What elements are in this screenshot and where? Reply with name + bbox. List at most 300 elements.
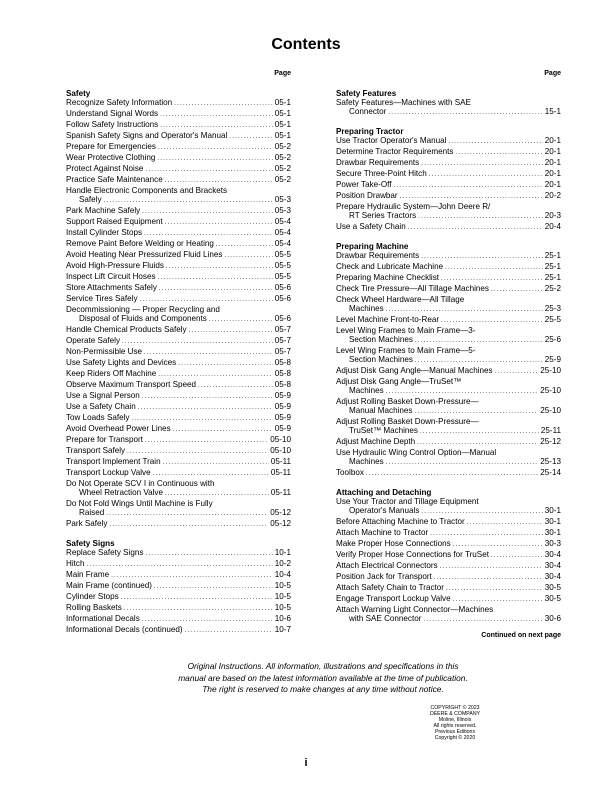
toc-entry[interactable] [336, 517, 561, 528]
toc-entry[interactable] [66, 261, 291, 272]
dot-leader [145, 435, 268, 446]
toc-entry-title: Install Cylinder Stops [66, 228, 143, 237]
dot-leader [423, 614, 542, 625]
dot-leader [366, 468, 538, 479]
toc-entry-page: 05-1 [274, 98, 291, 107]
toc-entry-page: 20-1 [544, 158, 561, 167]
dot-leader [434, 572, 543, 583]
toc-entry-title: Manual Machines [349, 406, 413, 415]
toc-entry-list [336, 251, 561, 479]
dot-leader [142, 391, 273, 402]
toc-entry-title: Follow Safety Instructions [66, 120, 159, 129]
dot-leader [173, 424, 273, 435]
dot-leader [166, 261, 273, 272]
toc-entry-page: 05-1 [274, 120, 291, 129]
toc-entry[interactable] [66, 283, 291, 294]
toc-entry-title: Check Wheel Hardware—All Tillage [336, 295, 465, 304]
dot-leader [400, 191, 543, 202]
toc-entry-title: Avoid Heating Near Pressurized Fluid Lines [66, 250, 223, 259]
copyright-block [380, 705, 530, 742]
toc-entry[interactable] [336, 191, 561, 202]
dot-leader [467, 517, 543, 528]
toc-entry[interactable] [336, 572, 561, 583]
toc-entry[interactable] [336, 426, 561, 437]
toc-entry-page: 05-5 [274, 272, 291, 281]
toc-entry[interactable] [336, 561, 561, 572]
toc-left-sections [66, 89, 291, 636]
toc-entry-title: RT Series Tractors [349, 211, 417, 220]
toc-entry-page: 30-6 [544, 614, 561, 623]
toc-entry-page: 05-7 [274, 347, 291, 356]
toc-entry-title: Use a Safety Chain [336, 222, 406, 231]
toc-entry-page: 20-1 [544, 180, 561, 189]
dot-leader [441, 273, 543, 284]
toc-entry[interactable] [336, 497, 561, 506]
dot-leader [165, 217, 273, 228]
dot-leader [440, 561, 543, 572]
toc-entry[interactable] [336, 262, 561, 273]
toc-entry-page: 05-10 [270, 435, 291, 444]
toc-entry[interactable] [336, 202, 561, 211]
toc-entry-page: 30-1 [544, 506, 561, 515]
toc-entry[interactable] [66, 446, 291, 457]
dot-leader [140, 294, 273, 305]
dot-leader [448, 136, 542, 147]
toc-entry[interactable] [336, 539, 561, 550]
toc-entry[interactable] [66, 391, 291, 402]
toc-entry-title: Operator's Manuals [349, 506, 420, 515]
toc-entry-title: Secure Three-Point Hitch [336, 169, 427, 178]
toc-entry-title: Verify Proper Hose Connections for TruSet [336, 550, 489, 559]
dot-leader [142, 614, 273, 625]
toc-entry[interactable] [336, 107, 561, 118]
toc-entry-title: Level Wing Frames to Main Frame—5- [336, 346, 476, 355]
toc-entry[interactable] [66, 325, 291, 336]
toc-entry-title: Support Raised Equipment [66, 217, 163, 226]
toc-entry-title: Transport Lockup Valve [66, 468, 151, 477]
toc-entry-page: 05-11 [270, 457, 291, 466]
dot-leader [417, 437, 538, 448]
toc-entry[interactable] [66, 120, 291, 131]
toc-entry-page: 05-3 [274, 195, 291, 204]
toc-entry[interactable] [336, 346, 561, 355]
page-title: Contents [271, 36, 341, 53]
section-heading: Safety Features [336, 89, 397, 98]
copyright-line: DEERE & COMPANY [429, 711, 481, 718]
toc-entry-page: 25-1 [544, 262, 561, 271]
toc-entry-page: 05-1 [274, 131, 291, 140]
toc-entry-title: Keep Riders Off Machine [66, 369, 157, 378]
toc-entry[interactable] [336, 147, 561, 158]
toc-entry-page: 05-10 [270, 446, 291, 455]
toc-entry[interactable] [336, 169, 561, 180]
toc-entry-title: Section Machines [349, 355, 413, 364]
toc-entry-list [66, 548, 291, 636]
toc-entry-title: Informational Decals (continued) [66, 625, 183, 634]
toc-entry-page: 15-1 [544, 107, 561, 116]
toc-entry[interactable] [336, 295, 561, 304]
copyright-line: Previous Editions [434, 729, 476, 736]
toc-entry[interactable] [336, 417, 561, 426]
toc-entry-title: with SAE Connector [349, 614, 422, 623]
dot-leader [145, 548, 272, 559]
toc-entry[interactable] [66, 228, 291, 239]
toc-entry[interactable] [66, 98, 291, 109]
toc-entry[interactable] [66, 468, 291, 479]
dot-leader [144, 228, 273, 239]
toc-entry-title: Main Frame [66, 570, 110, 579]
toc-entry-title: Safely [79, 195, 102, 204]
dot-leader [145, 164, 272, 175]
toc-entry-page: 25-10 [540, 386, 561, 395]
toc-entry-page: 20-2 [544, 191, 561, 200]
toc-entry-title: Drawbar Requirements [336, 251, 420, 260]
toc-entry-page: 05-3 [274, 206, 291, 215]
toc-entry-page: 05-9 [274, 391, 291, 400]
toc-entry-title: Level Machine Front-to-Rear [336, 315, 440, 324]
toc-entry[interactable] [66, 336, 291, 347]
toc-entry-title: Before Attaching Machine to Tractor [336, 517, 465, 526]
toc-entry[interactable] [66, 206, 291, 217]
toc-entry[interactable] [66, 519, 291, 530]
dot-leader [491, 284, 543, 295]
toc-entry-page: 05-5 [274, 261, 291, 270]
footer-line: Original Instructions. All information, illustrations and specifications in this [187, 661, 459, 671]
toc-entry[interactable] [336, 180, 561, 191]
toc-entry-page: 25-12 [540, 437, 561, 446]
toc-entry-title: Determine Tractor Requirements [336, 147, 454, 156]
toc-entry-page: 05-8 [274, 380, 291, 389]
toc-entry[interactable] [66, 153, 291, 164]
toc-entry[interactable] [336, 614, 561, 625]
toc-entry[interactable] [66, 358, 291, 369]
toc-entry[interactable] [336, 386, 561, 397]
section-heading: Safety [66, 89, 91, 98]
toc-entry-page: 05-4 [274, 217, 291, 226]
toc-entry-page: 30-3 [544, 539, 561, 548]
toc-entry-title: Make Proper Hose Connections [336, 539, 451, 548]
toc-entry-page: 05-5 [274, 250, 291, 259]
toc-entry-title: Power Take-Off [336, 180, 392, 189]
toc-entry[interactable] [336, 605, 561, 614]
toc-entry-title: Protect Against Noise [66, 164, 144, 173]
toc-entry-title: Non-Permissible Use [66, 347, 143, 356]
toc-entry-title: Toolbox [336, 468, 364, 477]
toc-entry-page: 05-2 [274, 142, 291, 151]
toc-entry[interactable] [336, 594, 561, 605]
toc-entry-title: Level Wing Frames to Main Frame—3- [336, 326, 476, 335]
toc-entry[interactable] [336, 273, 561, 284]
dot-leader [386, 457, 539, 468]
toc-entry[interactable] [66, 272, 291, 283]
page-column-header: Page [544, 70, 561, 77]
toc-entry-title: Prepare for Transport [66, 435, 143, 444]
dot-leader [421, 506, 542, 517]
continued-note: Continued on next page [481, 632, 561, 639]
toc-entry-title: Safety Features—Machines with SAE [336, 98, 471, 107]
toc-entry-title: Understand Signal Words [66, 109, 159, 118]
toc-entry-title: Check Tire Pressure—All Tillage Machines [336, 284, 489, 293]
toc-entry-title: Handle Chemical Products Safely [66, 325, 187, 334]
toc-entry[interactable] [66, 164, 291, 175]
toc-entry-title: Do Not Fold Wings Until Machine is Fully [66, 499, 213, 508]
toc-entry-page: 05-8 [274, 358, 291, 367]
dot-leader [189, 325, 273, 336]
toc-entry[interactable] [66, 305, 291, 314]
toc-entry-title: Position Drawbar [336, 191, 398, 200]
toc-entry[interactable] [336, 326, 561, 335]
toc-entry-page: 10-7 [274, 625, 291, 634]
toc-entry-title: Engage Transport Lockup Valve [336, 594, 451, 603]
dot-leader [224, 250, 272, 261]
toc-entry-page: 05-11 [270, 468, 291, 477]
toc-entry-title: Check and Lubricate Machine [336, 262, 444, 271]
toc-entry-title: Tow Loads Safely [66, 413, 130, 422]
toc-entry-page: 05-4 [274, 239, 291, 248]
toc-entry[interactable] [66, 413, 291, 424]
section-heading: Safety Signs [66, 539, 115, 548]
dot-leader [163, 457, 269, 468]
toc-entry[interactable] [66, 142, 291, 153]
toc-entry[interactable] [66, 424, 291, 435]
toc-entry-title: Avoid High-Pressure Fluids [66, 261, 164, 270]
toc-entry-page: 25-5 [544, 315, 561, 324]
toc-entry-title: Avoid Overhead Power Lines [66, 424, 171, 433]
toc-entry-page: 25-1 [544, 273, 561, 282]
toc-entry-title: Attach Warning Light Connector—Machines [336, 605, 494, 614]
toc-entry-page: 30-5 [544, 583, 561, 592]
toc-entry[interactable] [66, 570, 291, 581]
toc-entry[interactable] [336, 251, 561, 262]
toc-entry[interactable] [66, 435, 291, 446]
toc-entry-title: Machines [349, 457, 384, 466]
toc-entry-page: 25-11 [540, 426, 561, 435]
toc-entry-title: Use Tractor Operator's Manual [336, 136, 447, 145]
dot-leader [421, 158, 543, 169]
toc-entry[interactable] [66, 548, 291, 559]
toc-entry-title: Use Your Tractor and Tillage Equipment [336, 497, 479, 506]
toc-entry[interactable] [66, 239, 291, 250]
toc-entry-title: Remove Paint Before Welding or Heating [66, 239, 214, 248]
toc-entry-page: 05-8 [274, 369, 291, 378]
toc-entry[interactable] [66, 402, 291, 413]
toc-entry-title: Prepare for Emergencies [66, 142, 156, 151]
dot-leader [122, 336, 273, 347]
toc-entry-title: Wheel Retraction Valve [79, 488, 163, 497]
toc-entry-page: 10-2 [274, 559, 291, 568]
toc-entry-page: 10-5 [274, 592, 291, 601]
toc-entry-title: Do Not Operate SCV I in Continuous with [66, 479, 215, 488]
toc-entry[interactable] [336, 211, 561, 222]
toc-entry-title: Transport Implement Train [66, 457, 161, 466]
footer-line: manual are based on the latest information available at the time of publication. [178, 672, 468, 683]
toc-entry[interactable] [66, 614, 291, 625]
toc-entry-title: Use Hydraulic Wing Control Option—Manual [336, 448, 497, 457]
toc-entry[interactable] [336, 437, 561, 448]
toc-entry[interactable] [336, 136, 561, 147]
section-gap [66, 530, 291, 539]
dot-leader [104, 195, 273, 206]
page-column-header: Page [274, 70, 291, 77]
dot-leader [142, 206, 273, 217]
toc-entry[interactable] [336, 583, 561, 594]
toc-entry-page: 05-12 [270, 519, 291, 528]
toc-entry-list [336, 136, 561, 233]
toc-entry[interactable] [336, 222, 561, 233]
toc-entry-title: Practice Safe Maintenance [66, 175, 163, 184]
toc-entry-page: 05-2 [274, 164, 291, 173]
toc-entry-title: Operate Safely [66, 336, 120, 345]
toc-entry[interactable] [66, 250, 291, 261]
toc-entry-list [336, 98, 561, 118]
toc-entry[interactable] [336, 158, 561, 169]
toc-entry-page: 25-6 [544, 335, 561, 344]
toc-entry[interactable] [66, 109, 291, 120]
toc-left-column [66, 70, 291, 636]
toc-entry-title: Replace Safety Signs [66, 548, 144, 557]
toc-entry[interactable] [66, 488, 291, 499]
toc-entry-title: Decommissioning — Proper Recycling and [66, 305, 220, 314]
toc-entry[interactable] [66, 479, 291, 488]
toc-entry[interactable] [66, 380, 291, 391]
toc-entry[interactable] [336, 448, 561, 457]
copyright-line: Moline, Illinois [438, 717, 472, 724]
toc-right-sections [336, 89, 561, 625]
toc-entry[interactable] [336, 550, 561, 561]
section-gap [336, 479, 561, 488]
dot-leader [209, 314, 273, 325]
toc-entry[interactable] [66, 175, 291, 186]
toc-entry[interactable] [66, 186, 291, 195]
dot-leader [408, 222, 543, 233]
dot-leader [157, 153, 272, 164]
dot-leader [131, 413, 272, 424]
section-heading: Preparing Tractor [336, 127, 404, 136]
dot-leader [446, 583, 543, 594]
toc-entry-page: 25-1 [544, 251, 561, 260]
toc-entry-page: 20-4 [544, 222, 561, 231]
copyright-line: COPYRIGHT © 2023 [430, 705, 480, 711]
toc-entry[interactable] [336, 355, 561, 366]
dot-leader [388, 107, 542, 118]
toc-entry[interactable] [66, 603, 291, 614]
toc-entry-title: Machines [349, 386, 384, 395]
dot-leader [229, 131, 273, 142]
toc-entry[interactable] [66, 217, 291, 228]
toc-entry-page: 30-1 [544, 517, 561, 526]
dot-leader [216, 239, 273, 250]
dot-leader [495, 366, 539, 377]
toc-entry[interactable] [336, 335, 561, 346]
toc-entry[interactable] [66, 131, 291, 142]
toc-entry[interactable] [336, 98, 561, 107]
toc-entry[interactable] [336, 468, 561, 479]
dot-leader [453, 594, 543, 605]
toc-entry[interactable] [336, 377, 561, 386]
toc-entry[interactable] [66, 369, 291, 380]
toc-entry[interactable] [66, 314, 291, 325]
toc-entry-title: Attach Machine to Tractor [336, 528, 429, 537]
dot-leader [106, 508, 268, 519]
toc-entry-title: Service Tires Safely [66, 294, 138, 303]
toc-entry[interactable] [66, 625, 291, 636]
toc-entry[interactable] [66, 581, 291, 592]
toc-entry[interactable] [336, 406, 561, 417]
toc-entry-title: Handle Electronic Components and Brackets [66, 186, 228, 195]
dot-leader [144, 347, 273, 358]
dot-leader [178, 358, 273, 369]
toc-entry[interactable] [336, 304, 561, 315]
dot-leader [445, 262, 543, 273]
dot-leader [158, 142, 273, 153]
dot-leader [86, 559, 272, 570]
toc-entry[interactable] [66, 592, 291, 603]
toc-entry-page: 30-4 [544, 561, 561, 570]
toc-entry-page: 05-6 [274, 314, 291, 323]
toc-entry[interactable] [336, 528, 561, 539]
toc-entry-page: 25-14 [540, 468, 561, 477]
toc-entry-page: 05-1 [274, 109, 291, 118]
toc-entry-title: Adjust Rolling Basket Down-Pressure— [336, 397, 479, 406]
toc-entry-page: 10-6 [274, 614, 291, 623]
toc-entry-title: Attach Safety Chain to Tractor [336, 583, 444, 592]
toc-entry[interactable] [336, 284, 561, 295]
dot-leader [441, 315, 543, 326]
dot-leader [109, 519, 268, 530]
toc-entry-title: Informational Decals [66, 614, 140, 623]
toc-entry[interactable] [66, 347, 291, 358]
toc-entry-title: Position Jack for Transport [336, 572, 432, 581]
toc-entry-page: 05-12 [270, 508, 291, 517]
toc-entry-page: 25-9 [544, 355, 561, 364]
dot-leader [158, 272, 273, 283]
toc-entry-page: 30-1 [544, 528, 561, 537]
toc-entry-title: Attach Electrical Connectors [336, 561, 438, 570]
dot-leader [415, 335, 543, 346]
toc-entry-title: Park Safely [66, 519, 108, 528]
toc-entry-page: 10-5 [274, 603, 291, 612]
toc-entry[interactable] [336, 506, 561, 517]
dot-leader [154, 581, 273, 592]
toc-entry[interactable] [336, 366, 561, 377]
dot-leader [165, 175, 273, 186]
toc-entry-title: Drawbar Requirements [336, 158, 420, 167]
toc-entry[interactable] [66, 294, 291, 305]
toc-entry[interactable] [336, 315, 561, 326]
toc-entry[interactable] [66, 195, 291, 206]
dot-leader [430, 528, 543, 539]
toc-entry-title: Disposal of Fluids and Components [79, 314, 207, 323]
section-gap [336, 118, 561, 127]
toc-entry-title: TruSet™ Machines [349, 426, 418, 435]
toc-entry-page: 30-4 [544, 572, 561, 581]
toc-entry-title: Hitch [66, 559, 85, 568]
dot-leader [415, 355, 543, 366]
toc-entry-page: 05-4 [274, 228, 291, 237]
toc-entry[interactable] [66, 508, 291, 519]
toc-entry[interactable] [66, 457, 291, 468]
toc-entry-page: 05-7 [274, 336, 291, 345]
section-heading: Preparing Machine [336, 242, 409, 251]
toc-entry-page: 05-11 [270, 488, 291, 497]
toc-entry[interactable] [336, 457, 561, 468]
toc-entry[interactable] [336, 397, 561, 406]
toc-entry[interactable] [66, 559, 291, 570]
toc-entry-page: 25-13 [540, 457, 561, 466]
toc-entry-page: 25-3 [544, 304, 561, 313]
toc-entry[interactable] [66, 499, 291, 508]
toc-entry-title: Use a Signal Person [66, 391, 140, 400]
